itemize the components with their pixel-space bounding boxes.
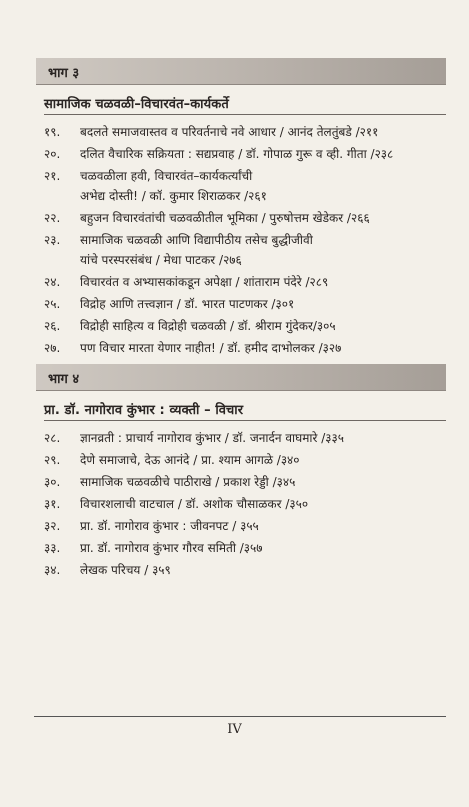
entry-text: पण विचार मारता येणार नाहीत! / डॉ. हमीद दाभोलकर /३२७ [80, 341, 342, 355]
entry-number: १९. [44, 125, 61, 139]
toc-entry-21 [44, 166, 444, 186]
toc-entry-27 [44, 338, 444, 358]
part-4-label: भाग ४ [48, 372, 80, 387]
part-3-title-rule [44, 114, 446, 115]
part-3-title: सामाजिक चळवळी–विचारवंत–कार्यकर्ते [44, 97, 229, 112]
entry-text: प्रा. डॉ. नागोराव कुंभार गौरव समिती /३५७ [80, 541, 263, 555]
entry-number: २७. [44, 341, 61, 355]
part-3-label: भाग ३ [48, 66, 80, 81]
entry-text: विचारशलाची वाटचाल / डॉ. अशोक चौसाळकर /३५० [80, 497, 309, 511]
toc-entry-34 [44, 560, 444, 580]
entry-text: सामाजिक चळवळी आणि विद्यापीठीय तसेच बुद्धीजीवी [80, 233, 313, 247]
entry-number: २०. [44, 147, 61, 161]
entry-number: २९. [44, 453, 61, 467]
toc-entry-24 [44, 272, 444, 292]
entry-number: ३०. [44, 475, 61, 489]
part-3-header-band [36, 58, 446, 85]
page-number: IV [227, 722, 242, 737]
entry-text: प्रा. डॉ. नागोराव कुंभार : जीवनपट / ३५५ [80, 519, 259, 533]
toc-entry-21-continued: अभेद्य दोस्ती! / कॉ. कुमार शिराळकर /२६१ [80, 189, 267, 203]
toc-entry-22 [44, 208, 444, 228]
part-4-title-rule [44, 420, 446, 421]
entry-text: दलित वैचारिक सक्रियता : सद्यप्रवाह / डॉ. गोपाळ गुरू व व्ही. गीता /२३८ [80, 147, 394, 161]
toc-entry-20 [44, 144, 444, 164]
entry-number: २५. [44, 297, 61, 311]
entry-text: विद्रोह आणि तत्त्वज्ञान / डॉ. भारत पाटणकर /३०१ [80, 297, 295, 311]
entry-number: ३४. [44, 563, 61, 577]
entry-number: ३१. [44, 497, 61, 511]
entry-text: देणे समाजाचे, देऊ आनंदे / प्रा. श्याम आगळे /३४० [80, 453, 300, 467]
toc-entry-32 [44, 516, 444, 536]
entry-number: २१. [44, 169, 61, 183]
entry-text: बहुजन विचारवंतांची चळवळीतील भूमिका / पुरुषोत्तम खेडेकर /२६६ [80, 211, 370, 225]
toc-entry-25 [44, 294, 444, 314]
entry-text: चळवळीला हवी, विचारवंत–कार्यकर्त्यांची [80, 169, 253, 183]
entry-text: बदलते समाजवास्तव व परिवर्तनाचे नवे आधार / आनंद तेलतुंबडे /२११ [80, 125, 379, 139]
entry-text: विचारवंत व अभ्यासकांकडून अपेक्षा / शांताराम पंदेरे /२८९ [80, 275, 329, 289]
entry-text: विद्रोही साहित्य व विद्रोही चळवळी / डॉ. श्रीराम गुंदेकर/३०५ [80, 319, 336, 333]
entry-text: सामाजिक चळवळीचे पाठीराखे / प्रकाश रेड्डी /३४५ [80, 475, 296, 489]
toc-entry-29 [44, 450, 444, 470]
entry-number: ३३. [44, 541, 61, 555]
toc-entry-26 [44, 316, 444, 336]
part-4-title: प्रा. डॉ. नागोराव कुंभार : व्यक्ती – विचार [44, 403, 244, 418]
toc-entry-31 [44, 494, 444, 514]
entry-number: २३. [44, 233, 61, 247]
entry-number: २२. [44, 211, 61, 225]
toc-entry-33 [44, 538, 444, 558]
entry-text: ज्ञानव्रती : प्राचार्य नागोराव कुंभार / डॉ. जनार्दन वाघमारे /३३५ [80, 431, 344, 445]
toc-entry-23 [44, 230, 444, 250]
toc-entry-19 [44, 122, 444, 142]
entry-number: २८. [44, 431, 61, 445]
entry-number: २४. [44, 275, 61, 289]
part-4-header-band [36, 364, 446, 391]
footer-rule [34, 716, 446, 717]
toc-entry-30 [44, 472, 444, 492]
toc-entry-28 [44, 428, 444, 448]
entry-number: २६. [44, 319, 61, 333]
entry-text: लेखक परिचय / ३५९ [80, 563, 171, 577]
entry-number: ३२. [44, 519, 61, 533]
toc-entry-23-continued: यांचे परस्परसंबंध / मेधा पाटकर /२७६ [80, 253, 242, 267]
